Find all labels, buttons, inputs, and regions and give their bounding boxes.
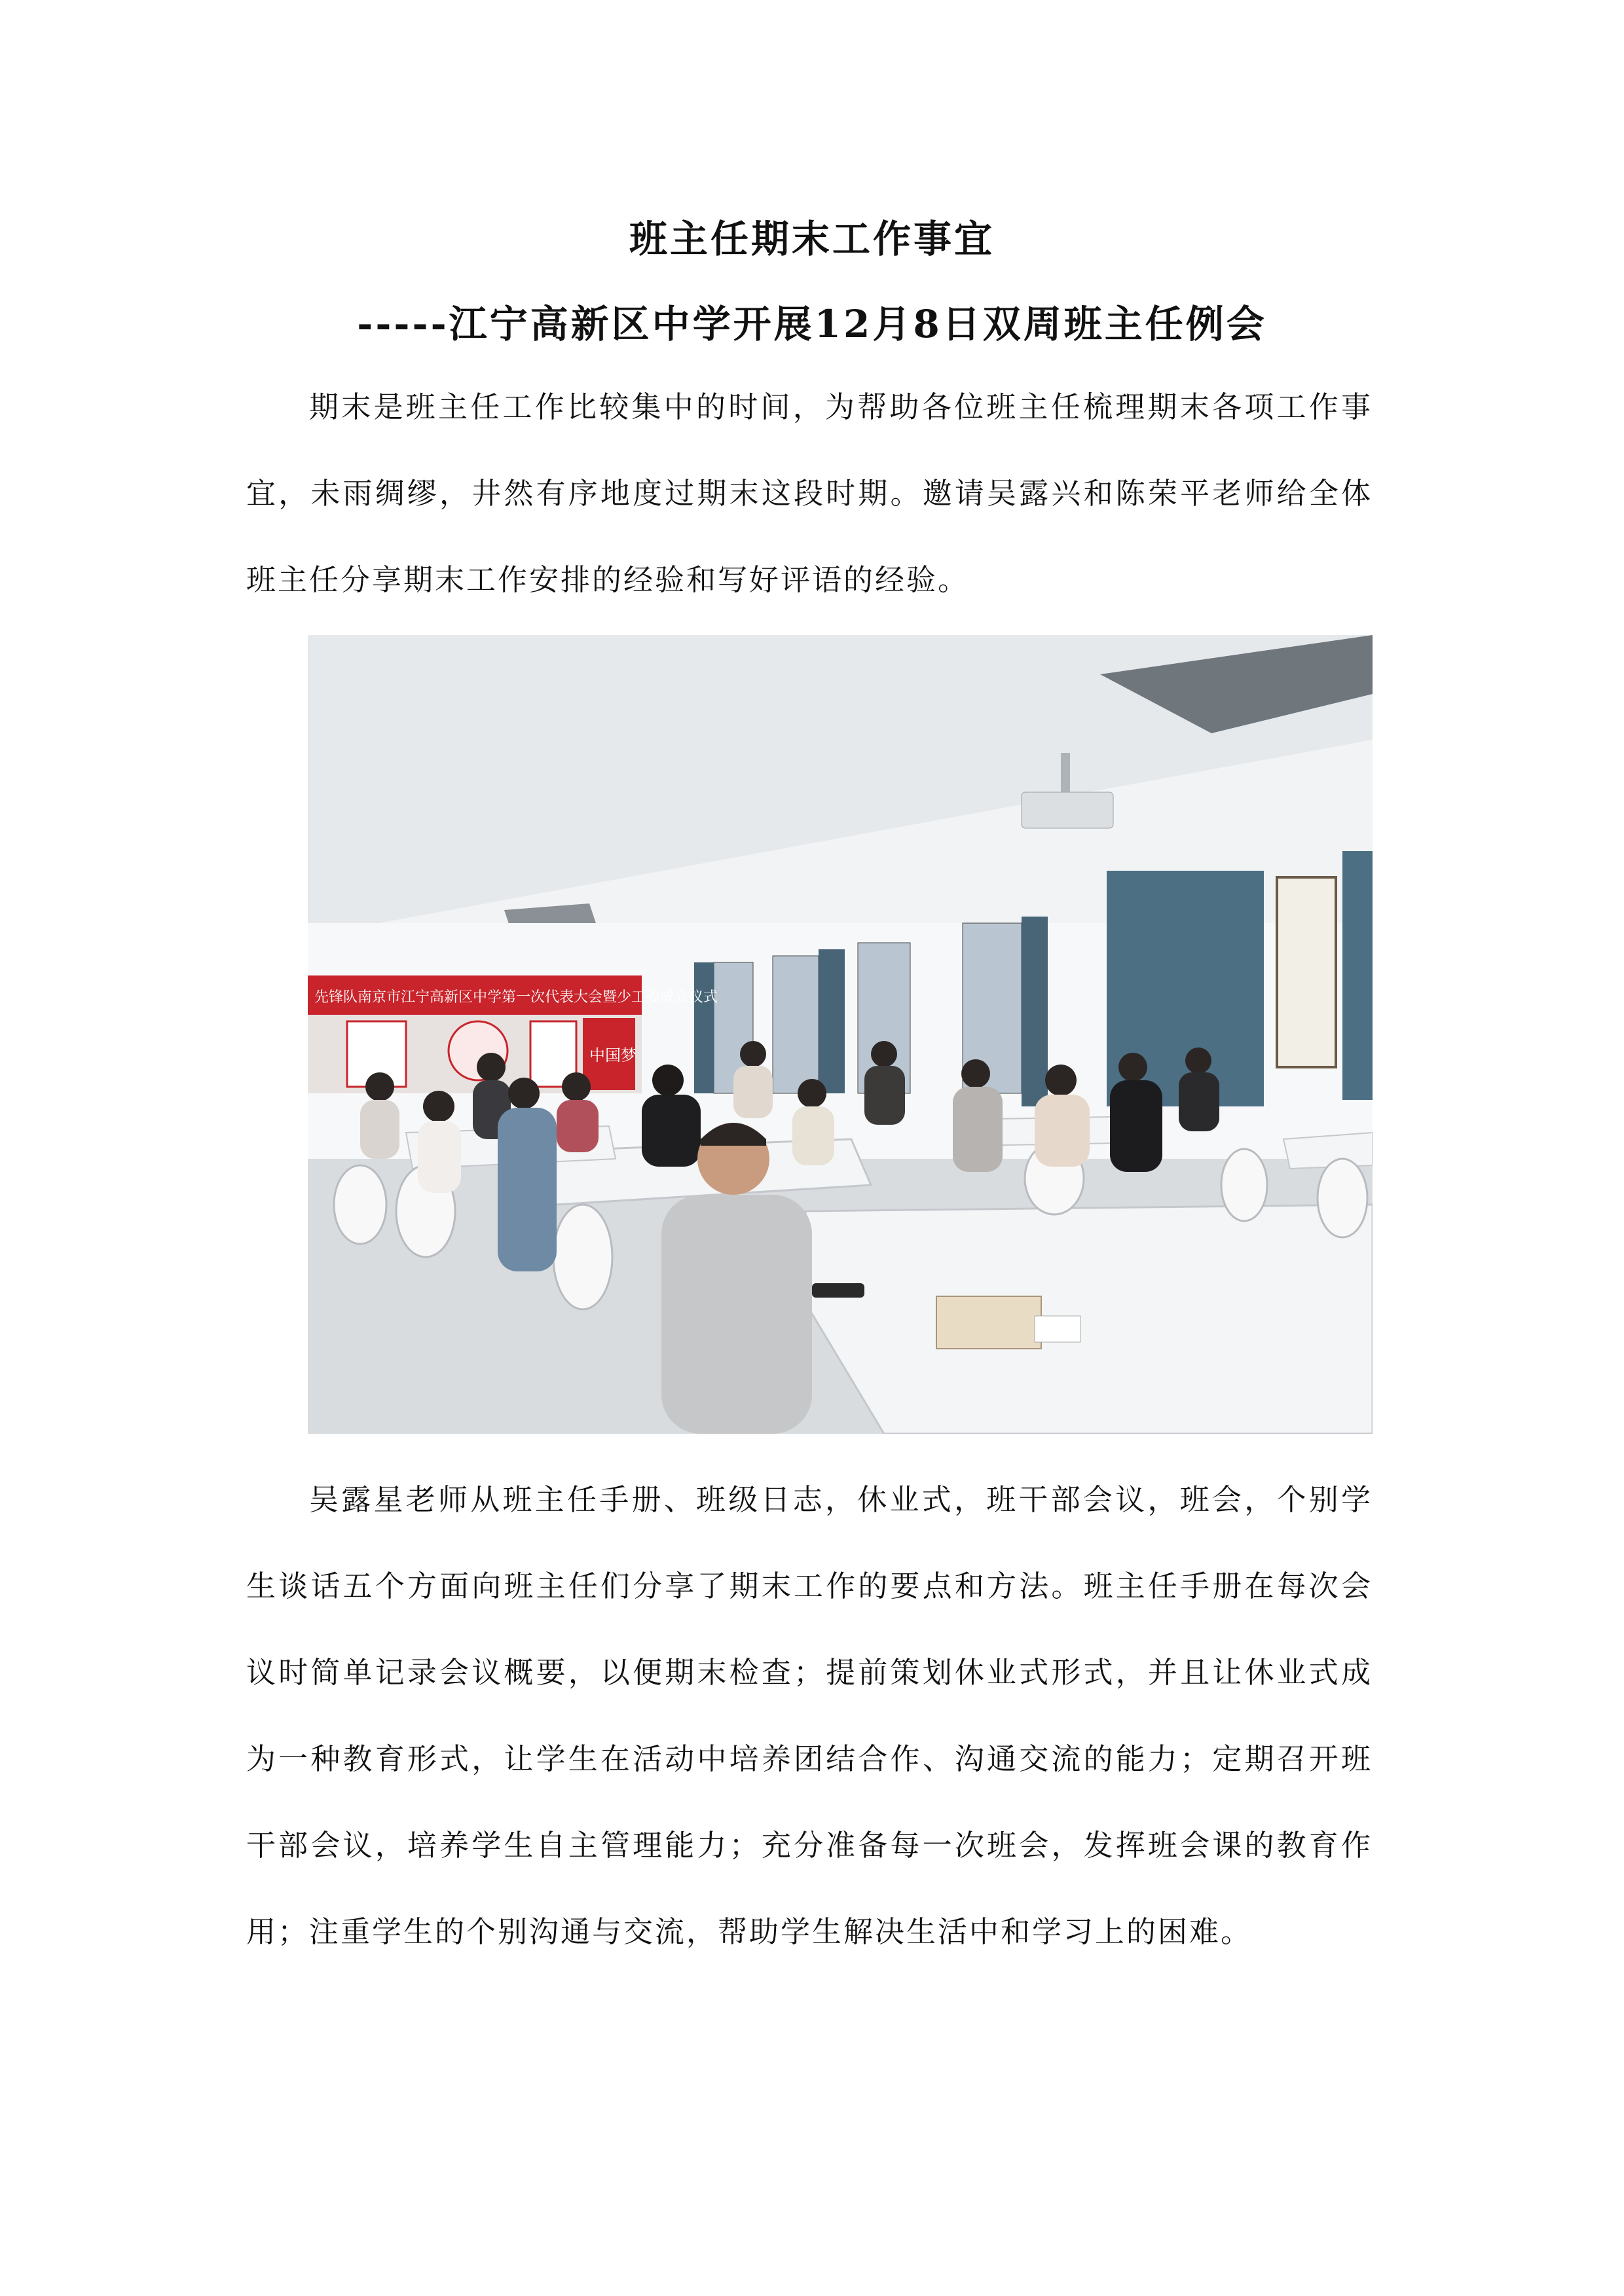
document-subtitle: -----江宁高新区中学开展12月8日双周班主任例会 (357, 302, 1267, 346)
intro-paragraph: 期末是班主任工作比较集中的时间，为帮助各位班主任梳理期末各项工作事宜，未雨绸缪，井然有序地度过期末这段时期。邀请吴露兴和陈荣平老师给全体班主任分享期末工作安排的经验和写好评语的经验。 (246, 390, 1373, 597)
body-paragraph: 吴露星老师从班主任手册、班级日志，休业式，班干部会议，班会，个别学生谈话五个方面向班主任们分享了期末工作的要点和方法。班主任手册在每次会议时简单记录会议概要，以便期末检查；提前策划休业式形式，并且让休业式成为一种教育形式，让学生在活动中培养团结合作、沟通交流的能力；定期召开班干部会议，培养学生自主管理能力；充分准备每一次班会，发挥班会课的教育作用；注重学生的个别沟通与交流，帮助学生解决生活中和学习上的困难。 (246, 1482, 1373, 1949)
banner-text: 先锋队南京市江宁高新区中学第一次代表大会暨少工委成立仪式 (314, 989, 718, 1006)
meeting-photo-illustration (308, 635, 1373, 1434)
front-table (805, 1205, 1373, 1434)
banner-logo-text: 中国梦 (589, 1046, 637, 1065)
calligraphy-scroll (1277, 877, 1336, 1067)
document-title: 班主任期末工作事宜 (629, 217, 995, 261)
projector (1022, 792, 1113, 828)
meeting-photo (308, 635, 1373, 1434)
